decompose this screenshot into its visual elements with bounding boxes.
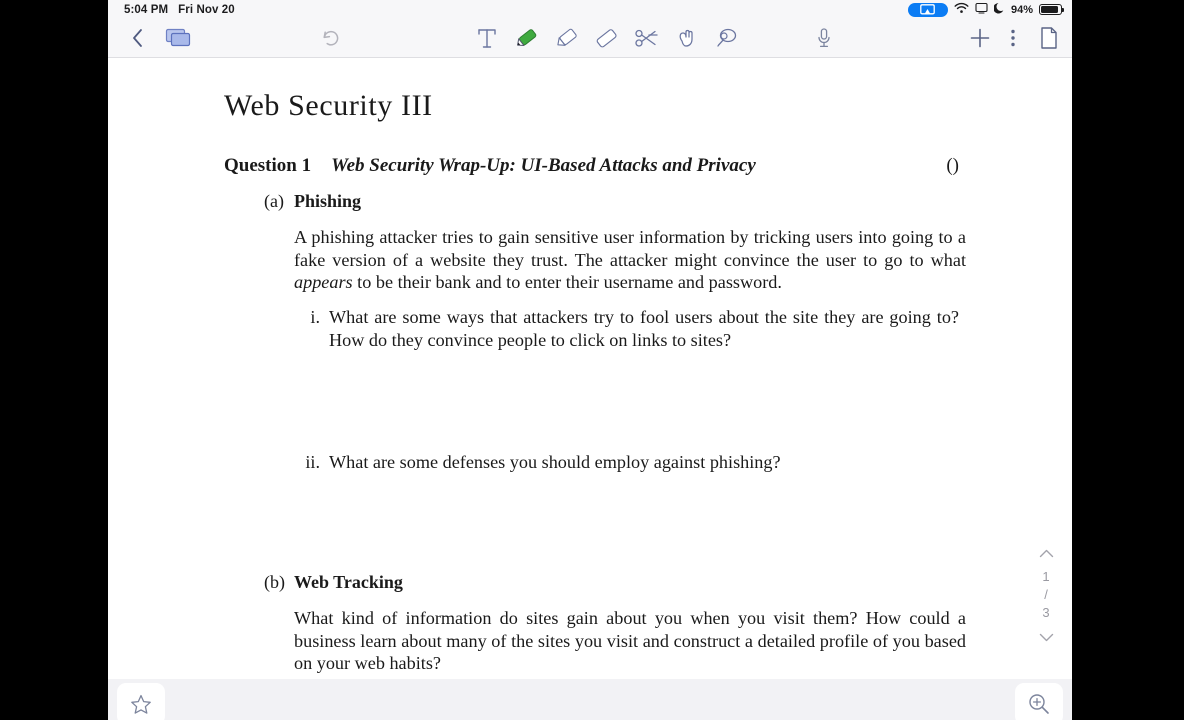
hand-tool-icon (673, 25, 701, 51)
subitem-ii-text: What are some defenses you should employ against phishing? (329, 452, 781, 472)
moon-icon (994, 1, 1005, 19)
app-toolbar (108, 19, 1072, 58)
part-a-paragraph-text-1: A phishing attacker tries to gain sensitive user information by tricking users into going to a fake version of a website they trust. The attacker might convince the user to go to what (294, 227, 966, 270)
note-canvas[interactable] (108, 59, 1072, 679)
tool-palette (473, 19, 741, 57)
zoom-in-button[interactable] (1015, 683, 1063, 720)
highlighter-tool-icon (553, 25, 581, 51)
part-a-letter: (a) (264, 191, 284, 211)
microphone-icon (816, 26, 832, 50)
wifi-icon (954, 1, 969, 19)
status-bar-right (908, 0, 1062, 19)
part-b-letter: (b) (264, 572, 285, 592)
status-date: Fri Nov 20 (178, 3, 235, 16)
highlighter-tool-button[interactable] (553, 23, 581, 53)
microphone-button[interactable] (808, 19, 840, 57)
page-separator: / (1044, 587, 1048, 602)
add-button[interactable] (963, 19, 997, 57)
battery-icon (1039, 4, 1062, 15)
text-tool-icon (476, 26, 498, 50)
question-label: Question 1 (224, 155, 312, 176)
page-current[interactable]: 1 (1042, 569, 1050, 584)
eraser-tool-button[interactable] (593, 23, 621, 53)
screen-lock-icon (975, 1, 988, 19)
zoom-in-icon (1027, 692, 1051, 716)
part-a-heading (264, 191, 361, 212)
favorite-button[interactable] (117, 683, 165, 720)
part-a-paragraph-text-2: to be their bank and to enter their username and password. (352, 272, 782, 293)
chevron-up-icon[interactable] (1038, 545, 1054, 561)
page-navigator (1032, 539, 1060, 651)
subitem-i-text: What are some ways that attackers try to fool users about the site they are going to? How do they convince people to click on links to sites? (329, 307, 959, 350)
lasso-tool-button[interactable] (713, 23, 741, 53)
part-a-paragraph-italic: appears (294, 272, 353, 293)
page-total: 3 (1042, 605, 1050, 620)
part-a-paragraph (294, 226, 966, 294)
document-title: Web Security III (224, 89, 433, 122)
airplay-icon[interactable] (908, 3, 948, 17)
subitem-ii-number: ii. (305, 452, 320, 472)
undo-button[interactable] (313, 19, 347, 57)
new-page-button[interactable] (1032, 19, 1066, 57)
more-options-button[interactable] (999, 19, 1027, 57)
library-icon (164, 27, 192, 49)
scissors-tool-button[interactable] (633, 23, 661, 53)
subitem-i-number: i. (310, 307, 320, 327)
bottom-bar (108, 679, 1072, 720)
question-title: Web Security Wrap-Up: UI-Based Attacks and Privacy (331, 155, 756, 176)
hand-tool-button[interactable] (673, 23, 701, 53)
ipad-viewport (108, 0, 1072, 720)
library-button[interactable] (160, 19, 196, 57)
new-page-icon (1039, 26, 1059, 50)
eraser-tool-icon (593, 25, 621, 51)
scissors-tool-icon (633, 25, 661, 51)
text-tool-button[interactable] (473, 23, 501, 53)
part-b-paragraph: What kind of information do sites gain about you when you visit them? How could a business learn about many of the sites you visit and construct a detailed profile of you based on your web habits? (294, 608, 966, 674)
plus-icon (969, 27, 991, 49)
status-bar-left (124, 4, 235, 16)
back-button[interactable] (122, 19, 152, 57)
question-heading (224, 155, 959, 177)
more-options-icon (1010, 27, 1016, 49)
chevron-left-icon (131, 28, 144, 48)
question-points: () (946, 155, 959, 176)
part-a-name: Phishing (294, 191, 362, 211)
pen-tool-button[interactable] (513, 23, 541, 53)
status-time: 5:04 PM (124, 3, 169, 16)
undo-icon (319, 27, 341, 49)
part-b-heading (264, 572, 403, 593)
part-b-name: Web Tracking (294, 572, 403, 592)
part-a-subitem-ii (294, 451, 959, 474)
pencil-tool-icon (513, 25, 541, 51)
battery-percent: 94% (1010, 3, 1033, 16)
star-icon (130, 694, 152, 715)
lasso-tool-icon (713, 25, 741, 51)
part-a-subitem-i (294, 306, 959, 351)
status-bar (108, 0, 1072, 19)
chevron-down-icon[interactable] (1038, 629, 1054, 645)
